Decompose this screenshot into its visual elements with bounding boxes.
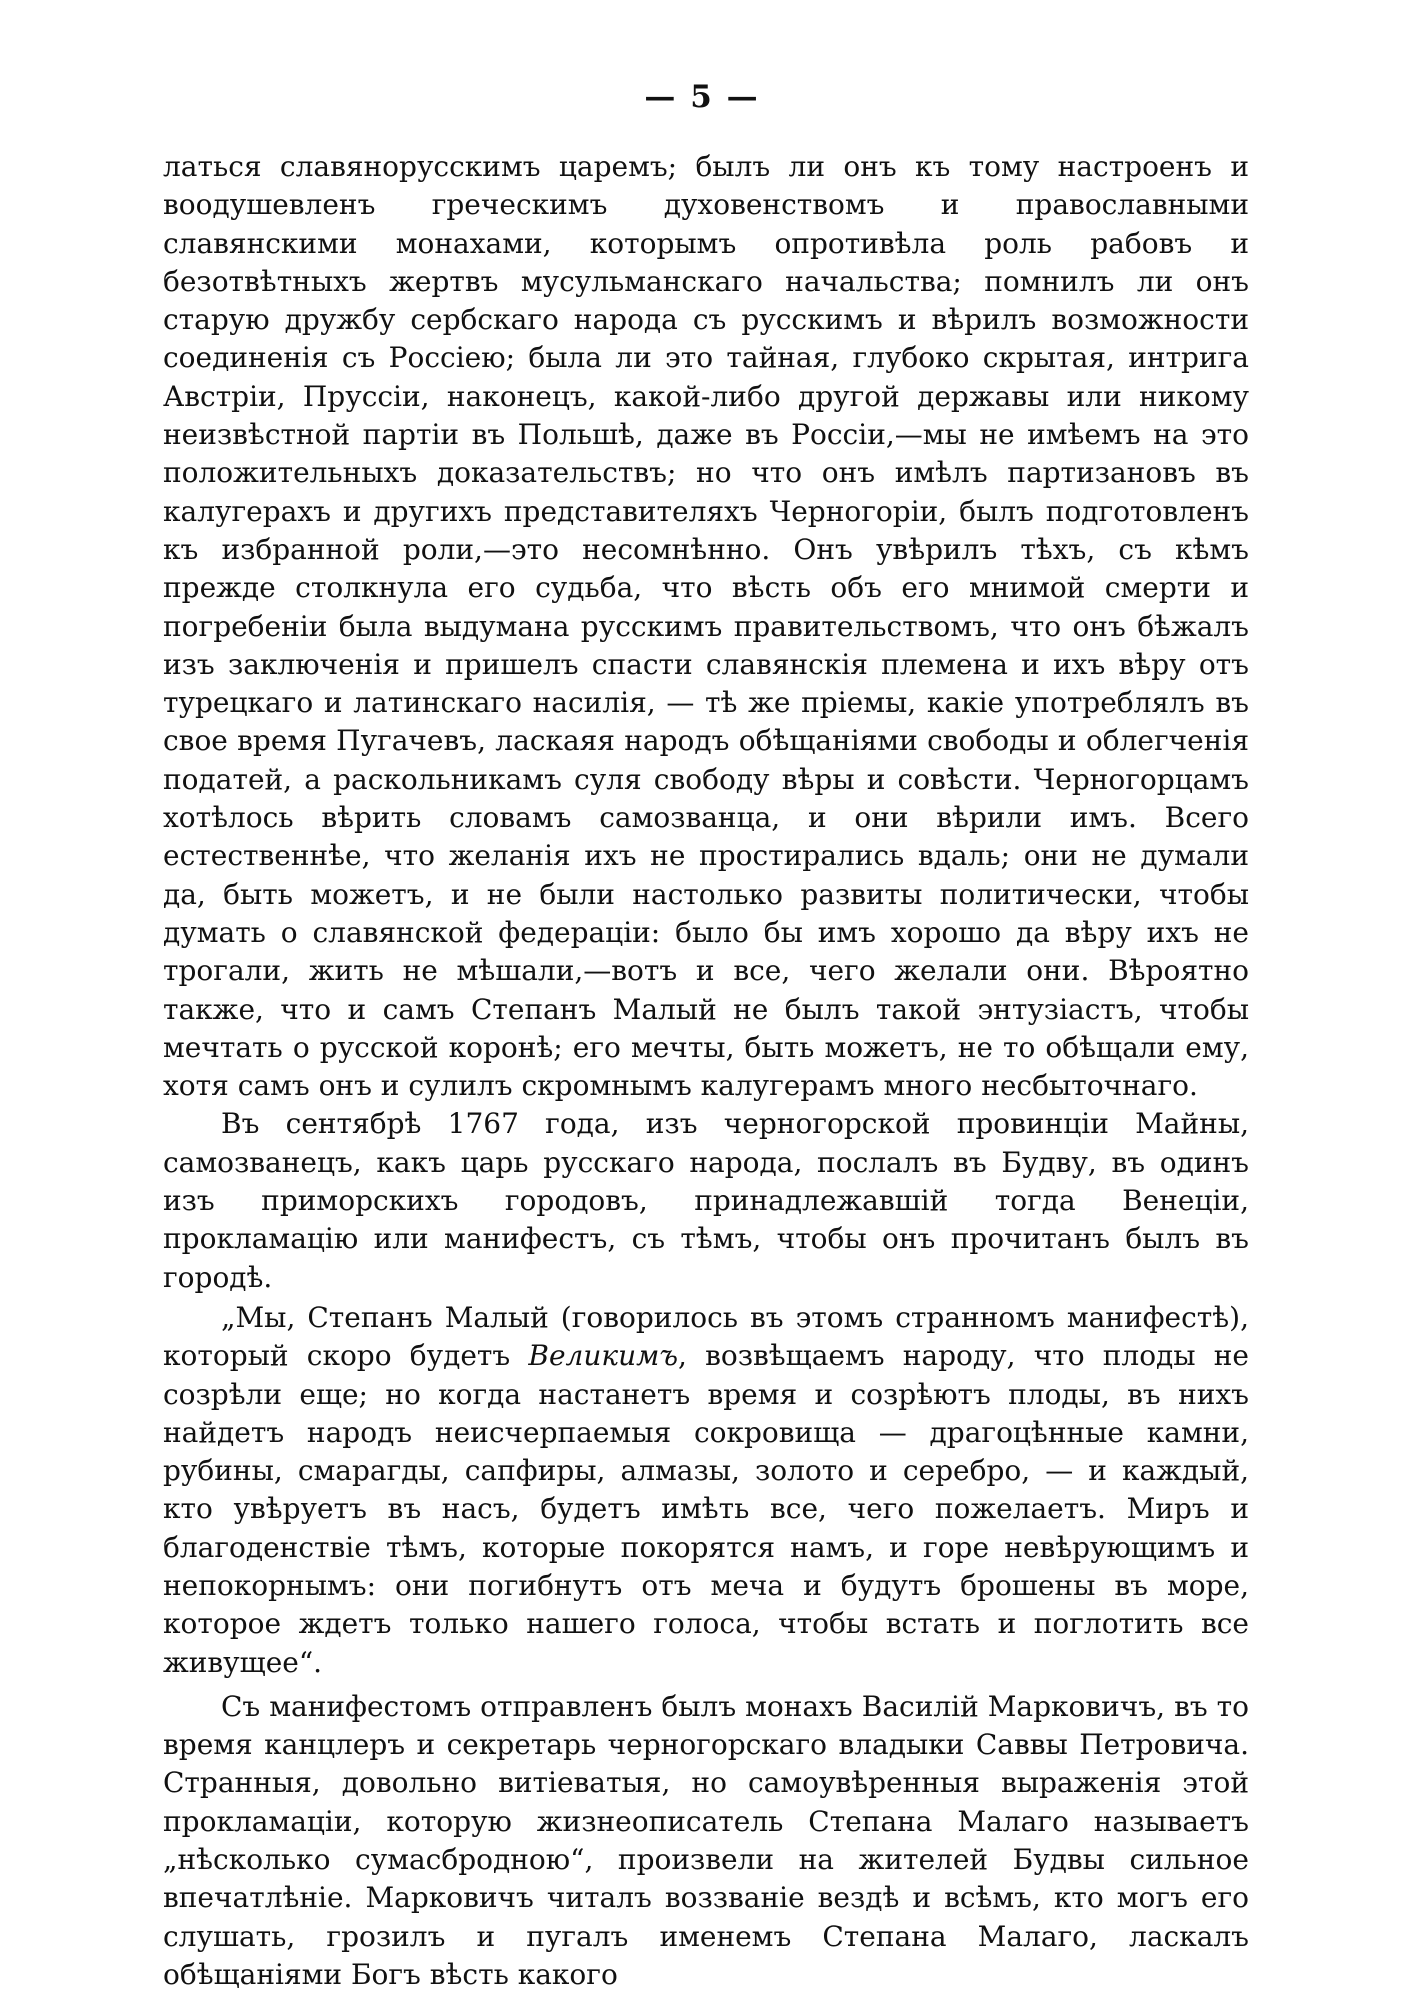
- paragraph-september-manifest: Въ сентябрѣ 1767 года, изъ черногорской провинціи Майны, самозванецъ, какъ царь русскаго народа, послалъ въ Будву, въ одинъ изъ приморскихъ городовъ, принадлежавшій тогда Венеціи, прокламацію или манифестъ, съ тѣмъ, чтобы онъ прочитанъ былъ въ городѣ.: [163, 1107, 1249, 1294]
- quote-text-start: „Мы, Степанъ Малый (говорилось въ этомъ странномъ манифестѣ), который скоро будетъ: [163, 1300, 1249, 1373]
- paragraph-monk-markovich: Съ манифестомъ отправленъ былъ монахъ Василій Марковичъ, въ то время канцлеръ и секретарь черногорскаго владыки Саввы Петровича. Странныя, довольно витіеватыя, но самоувѣренныя выраженія этой прокламаціи, которую жизнеописатель Степана Малаго называетъ „нѣсколько сумасбродною“, произвели на жителей Будвы сильное впечатлѣніе. Марковичъ читалъ воззваніе вездѣ и всѣмъ, кто могъ его слушать, грозилъ и пугалъ именемъ Степана Малаго, ласкалъ обѣщаніями Богъ вѣсть какого: [163, 1689, 1249, 1991]
- body-text: [163, 148, 1249, 1994]
- quote-text-end: , возвѣщаемъ народу, что плоды не созрѣли еще; но когда настанетъ время и созрѣютъ плоды, въ нихъ найдетъ народъ неисчерпаемыя сокровища — драгоцѣнные камни, рубины, смарагды, сапфиры, алмазы, золото и серебро, — и каждый, кто увѣруетъ въ насъ, будетъ имѣть все, чего пожелаетъ. Миръ и благоденствіе тѣмъ, которые покорятся намъ, и горе невѣрующимъ и непокорнымъ: они погибнутъ отъ меча и будутъ брошены въ море, которое ждетъ только нашего голоса, чтобы встать и поглотить все живущее“.: [163, 1339, 1249, 1679]
- paragraph-continuation: латься славянорусскимъ царемъ; былъ ли онъ къ тому настроенъ и воодушевленъ греческимъ духовенствомъ и православными славянскими монахами, которымъ опротивѣла роль рабовъ и безотвѣтныхъ жертвъ мусульманскаго начальства; помнилъ ли онъ старую дружбу сербскаго народа съ русскимъ и вѣрилъ возможности соединенія съ Россіею; была ли это тайная, глубоко скрытая, интрига Австріи, Пруссіи, наконецъ, какой-либо другой державы или никому неизвѣстной партіи въ Польшѣ, даже въ Россіи,—мы не имѣемъ на это положительныхъ доказательствъ; но что онъ имѣлъ партизановъ въ калугерахъ и другихъ представителяхъ Черногоріи, былъ подготовленъ къ избранной роли,—это несомнѣнно. Онъ увѣрилъ тѣхъ, съ кѣмъ прежде столкнула его судьба, что вѣсть объ его мнимой смерти и погребеніи была выдумана русскимъ правительствомъ, что онъ бѣжалъ изъ заключенія и пришелъ спасти славянскія племена и ихъ вѣру отъ турецкаго и латинскаго насилія, — тѣ же пріемы, какіе употреблялъ въ свое время Пугачевъ, ласкаяя народъ обѣщаніями свободы и облегченія податей, а раскольникамъ суля свободу вѣры и совѣсти. Черногорцамъ хотѣлось вѣрить словамъ самозванца, и они вѣрили имъ. Всего естественнѣе, что желанія ихъ не простирались вдаль; они не думали да, быть можетъ, и не были настолько развиты политически, чтобы думать о славянской федераціи: было бы имъ хорошо да вѣру ихъ не трогали, жить не мѣшали,—вотъ и все, чего желали они. Вѣроятно также, что и самъ Степанъ Малый не былъ такой энтузіастъ, чтобы мечтать о русской коронѣ; его мечты, быть можетъ, не то обѣщали ему, хотя самъ онъ и сулилъ скромнымъ калугерамъ много несбыточнаго.: [163, 150, 1249, 1103]
- paragraph-manifest-quote: [163, 1299, 1249, 1682]
- page-number: — 5 —: [644, 79, 760, 115]
- quote-emphasis: Великимъ: [528, 1339, 679, 1373]
